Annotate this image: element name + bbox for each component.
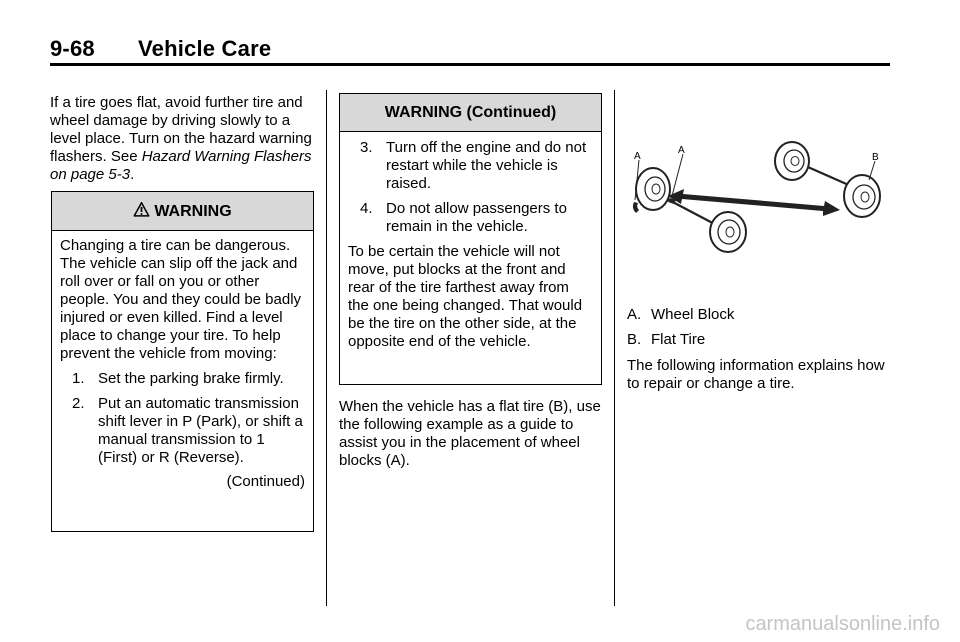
wheel-rear-left bbox=[636, 168, 670, 210]
legend-text: Wheel Block bbox=[651, 306, 735, 323]
hazard-flashers-reference[interactable]: Hazard Warning Flashers on page 5-3 bbox=[50, 148, 312, 183]
intro-paragraph bbox=[50, 94, 318, 184]
step-text: Set the parking brake firmly. bbox=[98, 370, 284, 387]
page-number: 9-68 bbox=[50, 36, 95, 61]
legend-item-a bbox=[627, 306, 734, 323]
legend-text: Flat Tire bbox=[651, 331, 706, 348]
warning-body bbox=[340, 139, 601, 351]
wheel-block-illustration bbox=[626, 140, 894, 266]
wheel-front-left bbox=[710, 212, 746, 252]
warning-text: To be certain the vehicle will not move, put blocks at the front and rear of the tire farthest away from the one being changed. That would be the tire on the other side, at the opposite end of the vehicle. bbox=[348, 243, 583, 350]
legend-item-b bbox=[627, 331, 705, 348]
section-title: Vehicle Care bbox=[138, 36, 272, 61]
warning-body bbox=[52, 231, 313, 491]
warning-box-continued bbox=[339, 93, 602, 385]
repair-info-paragraph: The following information explains how to repair or change a tire. bbox=[627, 357, 885, 392]
continued-note: (Continued) bbox=[226, 473, 305, 490]
callout-lines bbox=[635, 154, 875, 200]
warning-header bbox=[340, 94, 601, 132]
intro-end: . bbox=[130, 166, 135, 183]
warning-title: WARNING (Continued) bbox=[384, 104, 557, 121]
warning-header bbox=[52, 192, 313, 231]
warning-step bbox=[60, 395, 305, 467]
step-number: 3. bbox=[360, 139, 373, 156]
warning-text: Changing a tire can be dangerous. The vehicle can slip off the jack and roll over or fall on you or other people. You and they could be badly injured or even killed. Find a level place to change your tire. To help prevent the vehicle from moving: bbox=[60, 237, 302, 362]
label-a: A bbox=[634, 151, 641, 162]
flat-tire bbox=[844, 175, 880, 217]
wheel-block-paragraph: When the vehicle has a flat tire (B), use the following example as a guide to assist you in the placement of wheel blocks (A). bbox=[339, 398, 601, 469]
legend-letter: B. bbox=[627, 331, 642, 348]
column-divider bbox=[614, 90, 615, 606]
header-rule bbox=[50, 63, 890, 66]
warning-step bbox=[60, 370, 305, 388]
label-a: A bbox=[678, 145, 685, 156]
page-header bbox=[50, 36, 271, 62]
watermark: carmanualsonline.info bbox=[745, 613, 940, 635]
warning-step bbox=[348, 139, 593, 193]
intro-text: If a tire goes flat, avoid further tire and wheel damage by driving slowly to a level place. Turn on the hazard warning flashers. See bbox=[50, 94, 312, 165]
label-b: B bbox=[872, 152, 879, 163]
wheel-rear-right bbox=[775, 142, 809, 180]
warning-box bbox=[51, 191, 314, 532]
warning-triangle-icon bbox=[133, 201, 150, 218]
step-number: 2. bbox=[72, 395, 85, 412]
step-text: Put an automatic transmission shift lever in P (Park), or shift a manual transmission to 1 (First) or R (Reverse). bbox=[98, 395, 303, 466]
step-text: Turn off the engine and do not restart while the vehicle is raised. bbox=[386, 139, 587, 192]
warning-step bbox=[348, 200, 593, 236]
step-number: 4. bbox=[360, 200, 373, 217]
step-number: 1. bbox=[72, 370, 85, 387]
legend-letter: A. bbox=[627, 306, 642, 323]
warning-title: WARNING bbox=[154, 203, 232, 220]
column-divider bbox=[326, 90, 327, 606]
step-text: Do not allow passengers to remain in the vehicle. bbox=[386, 200, 567, 235]
